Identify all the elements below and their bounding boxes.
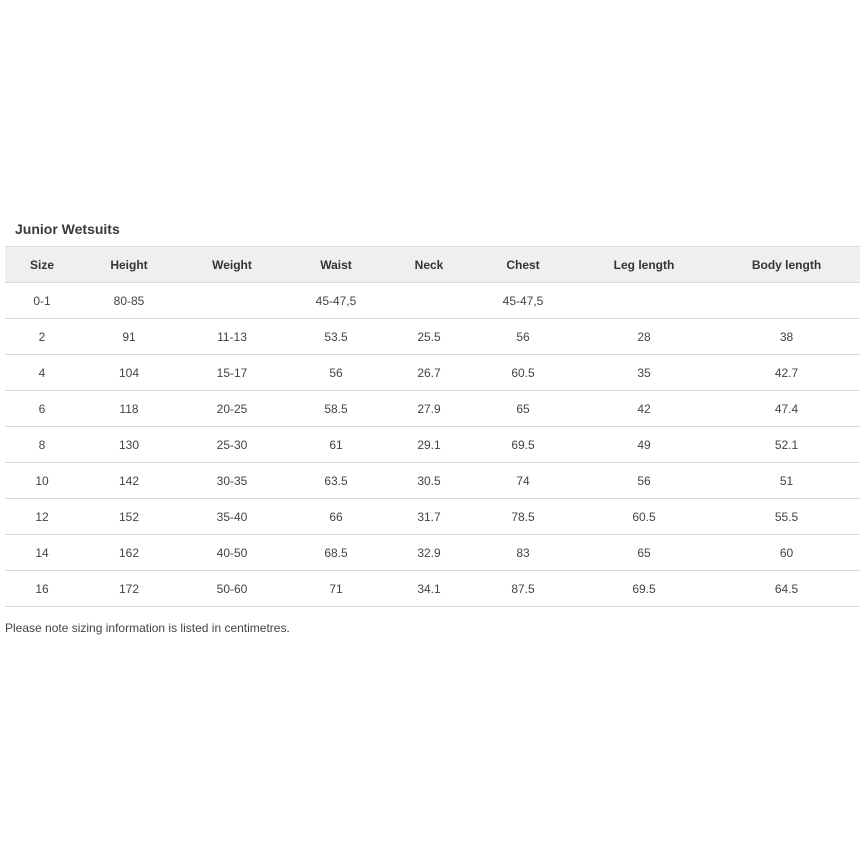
table-row <box>5 355 860 391</box>
cell-body-length: 52.1 <box>713 427 860 463</box>
cell-waist: 71 <box>285 571 387 607</box>
cell-weight: 40-50 <box>179 535 285 571</box>
cell-waist: 56 <box>285 355 387 391</box>
cell-weight: 11-13 <box>179 319 285 355</box>
cell-leg-length: 65 <box>575 535 713 571</box>
cell-chest: 60.5 <box>471 355 575 391</box>
cell-body-length: 60 <box>713 535 860 571</box>
table-row <box>5 463 860 499</box>
cell-chest: 74 <box>471 463 575 499</box>
cell-chest: 78.5 <box>471 499 575 535</box>
cell-size: 2 <box>5 319 79 355</box>
cell-chest: 87.5 <box>471 571 575 607</box>
table-row <box>5 283 860 319</box>
table-row <box>5 391 860 427</box>
cell-neck: 34.1 <box>387 571 471 607</box>
cell-leg-length: 42 <box>575 391 713 427</box>
cell-size: 8 <box>5 427 79 463</box>
cell-body-length: 47.4 <box>713 391 860 427</box>
cell-body-length: 42.7 <box>713 355 860 391</box>
section-title: Junior Wetsuits <box>15 221 120 237</box>
column-header-weight: Weight <box>179 247 285 283</box>
cell-neck <box>387 283 471 319</box>
cell-weight: 30-35 <box>179 463 285 499</box>
cell-leg-length: 69.5 <box>575 571 713 607</box>
cell-chest: 83 <box>471 535 575 571</box>
cell-chest: 45-47,5 <box>471 283 575 319</box>
column-header-size: Size <box>5 247 79 283</box>
cell-chest: 69.5 <box>471 427 575 463</box>
cell-height: 162 <box>79 535 179 571</box>
table-row <box>5 499 860 535</box>
cell-height: 80-85 <box>79 283 179 319</box>
size-chart-table <box>5 246 860 607</box>
column-header-leg-length: Leg length <box>575 247 713 283</box>
cell-chest: 56 <box>471 319 575 355</box>
cell-height: 104 <box>79 355 179 391</box>
column-header-waist: Waist <box>285 247 387 283</box>
cell-leg-length <box>575 283 713 319</box>
table-header-row <box>5 247 860 283</box>
cell-weight: 20-25 <box>179 391 285 427</box>
cell-leg-length: 28 <box>575 319 713 355</box>
cell-leg-length: 35 <box>575 355 713 391</box>
cell-weight: 35-40 <box>179 499 285 535</box>
cell-height: 91 <box>79 319 179 355</box>
cell-weight: 50-60 <box>179 571 285 607</box>
cell-waist: 68.5 <box>285 535 387 571</box>
cell-chest: 65 <box>471 391 575 427</box>
column-header-height: Height <box>79 247 179 283</box>
table-row <box>5 535 860 571</box>
sizing-footnote: Please note sizing information is listed in centimetres. <box>5 621 290 635</box>
cell-neck: 31.7 <box>387 499 471 535</box>
cell-size: 16 <box>5 571 79 607</box>
cell-waist: 45-47,5 <box>285 283 387 319</box>
cell-weight <box>179 283 285 319</box>
table-row <box>5 427 860 463</box>
cell-size: 0-1 <box>5 283 79 319</box>
table-row <box>5 319 860 355</box>
cell-height: 118 <box>79 391 179 427</box>
cell-neck: 25.5 <box>387 319 471 355</box>
cell-neck: 27.9 <box>387 391 471 427</box>
cell-waist: 61 <box>285 427 387 463</box>
cell-body-length: 55.5 <box>713 499 860 535</box>
cell-body-length <box>713 283 860 319</box>
cell-waist: 53.5 <box>285 319 387 355</box>
cell-height: 142 <box>79 463 179 499</box>
cell-size: 4 <box>5 355 79 391</box>
cell-size: 6 <box>5 391 79 427</box>
cell-leg-length: 56 <box>575 463 713 499</box>
cell-height: 152 <box>79 499 179 535</box>
cell-neck: 26.7 <box>387 355 471 391</box>
cell-height: 130 <box>79 427 179 463</box>
cell-size: 12 <box>5 499 79 535</box>
column-header-chest: Chest <box>471 247 575 283</box>
cell-waist: 58.5 <box>285 391 387 427</box>
column-header-body-length: Body length <box>713 247 860 283</box>
size-chart-section <box>5 214 860 635</box>
cell-neck: 29.1 <box>387 427 471 463</box>
cell-weight: 25-30 <box>179 427 285 463</box>
cell-weight: 15-17 <box>179 355 285 391</box>
cell-height: 172 <box>79 571 179 607</box>
cell-neck: 30.5 <box>387 463 471 499</box>
cell-body-length: 38 <box>713 319 860 355</box>
cell-size: 10 <box>5 463 79 499</box>
cell-leg-length: 60.5 <box>575 499 713 535</box>
cell-leg-length: 49 <box>575 427 713 463</box>
cell-body-length: 64.5 <box>713 571 860 607</box>
cell-size: 14 <box>5 535 79 571</box>
cell-waist: 66 <box>285 499 387 535</box>
cell-neck: 32.9 <box>387 535 471 571</box>
cell-waist: 63.5 <box>285 463 387 499</box>
column-header-neck: Neck <box>387 247 471 283</box>
cell-body-length: 51 <box>713 463 860 499</box>
table-row <box>5 571 860 607</box>
